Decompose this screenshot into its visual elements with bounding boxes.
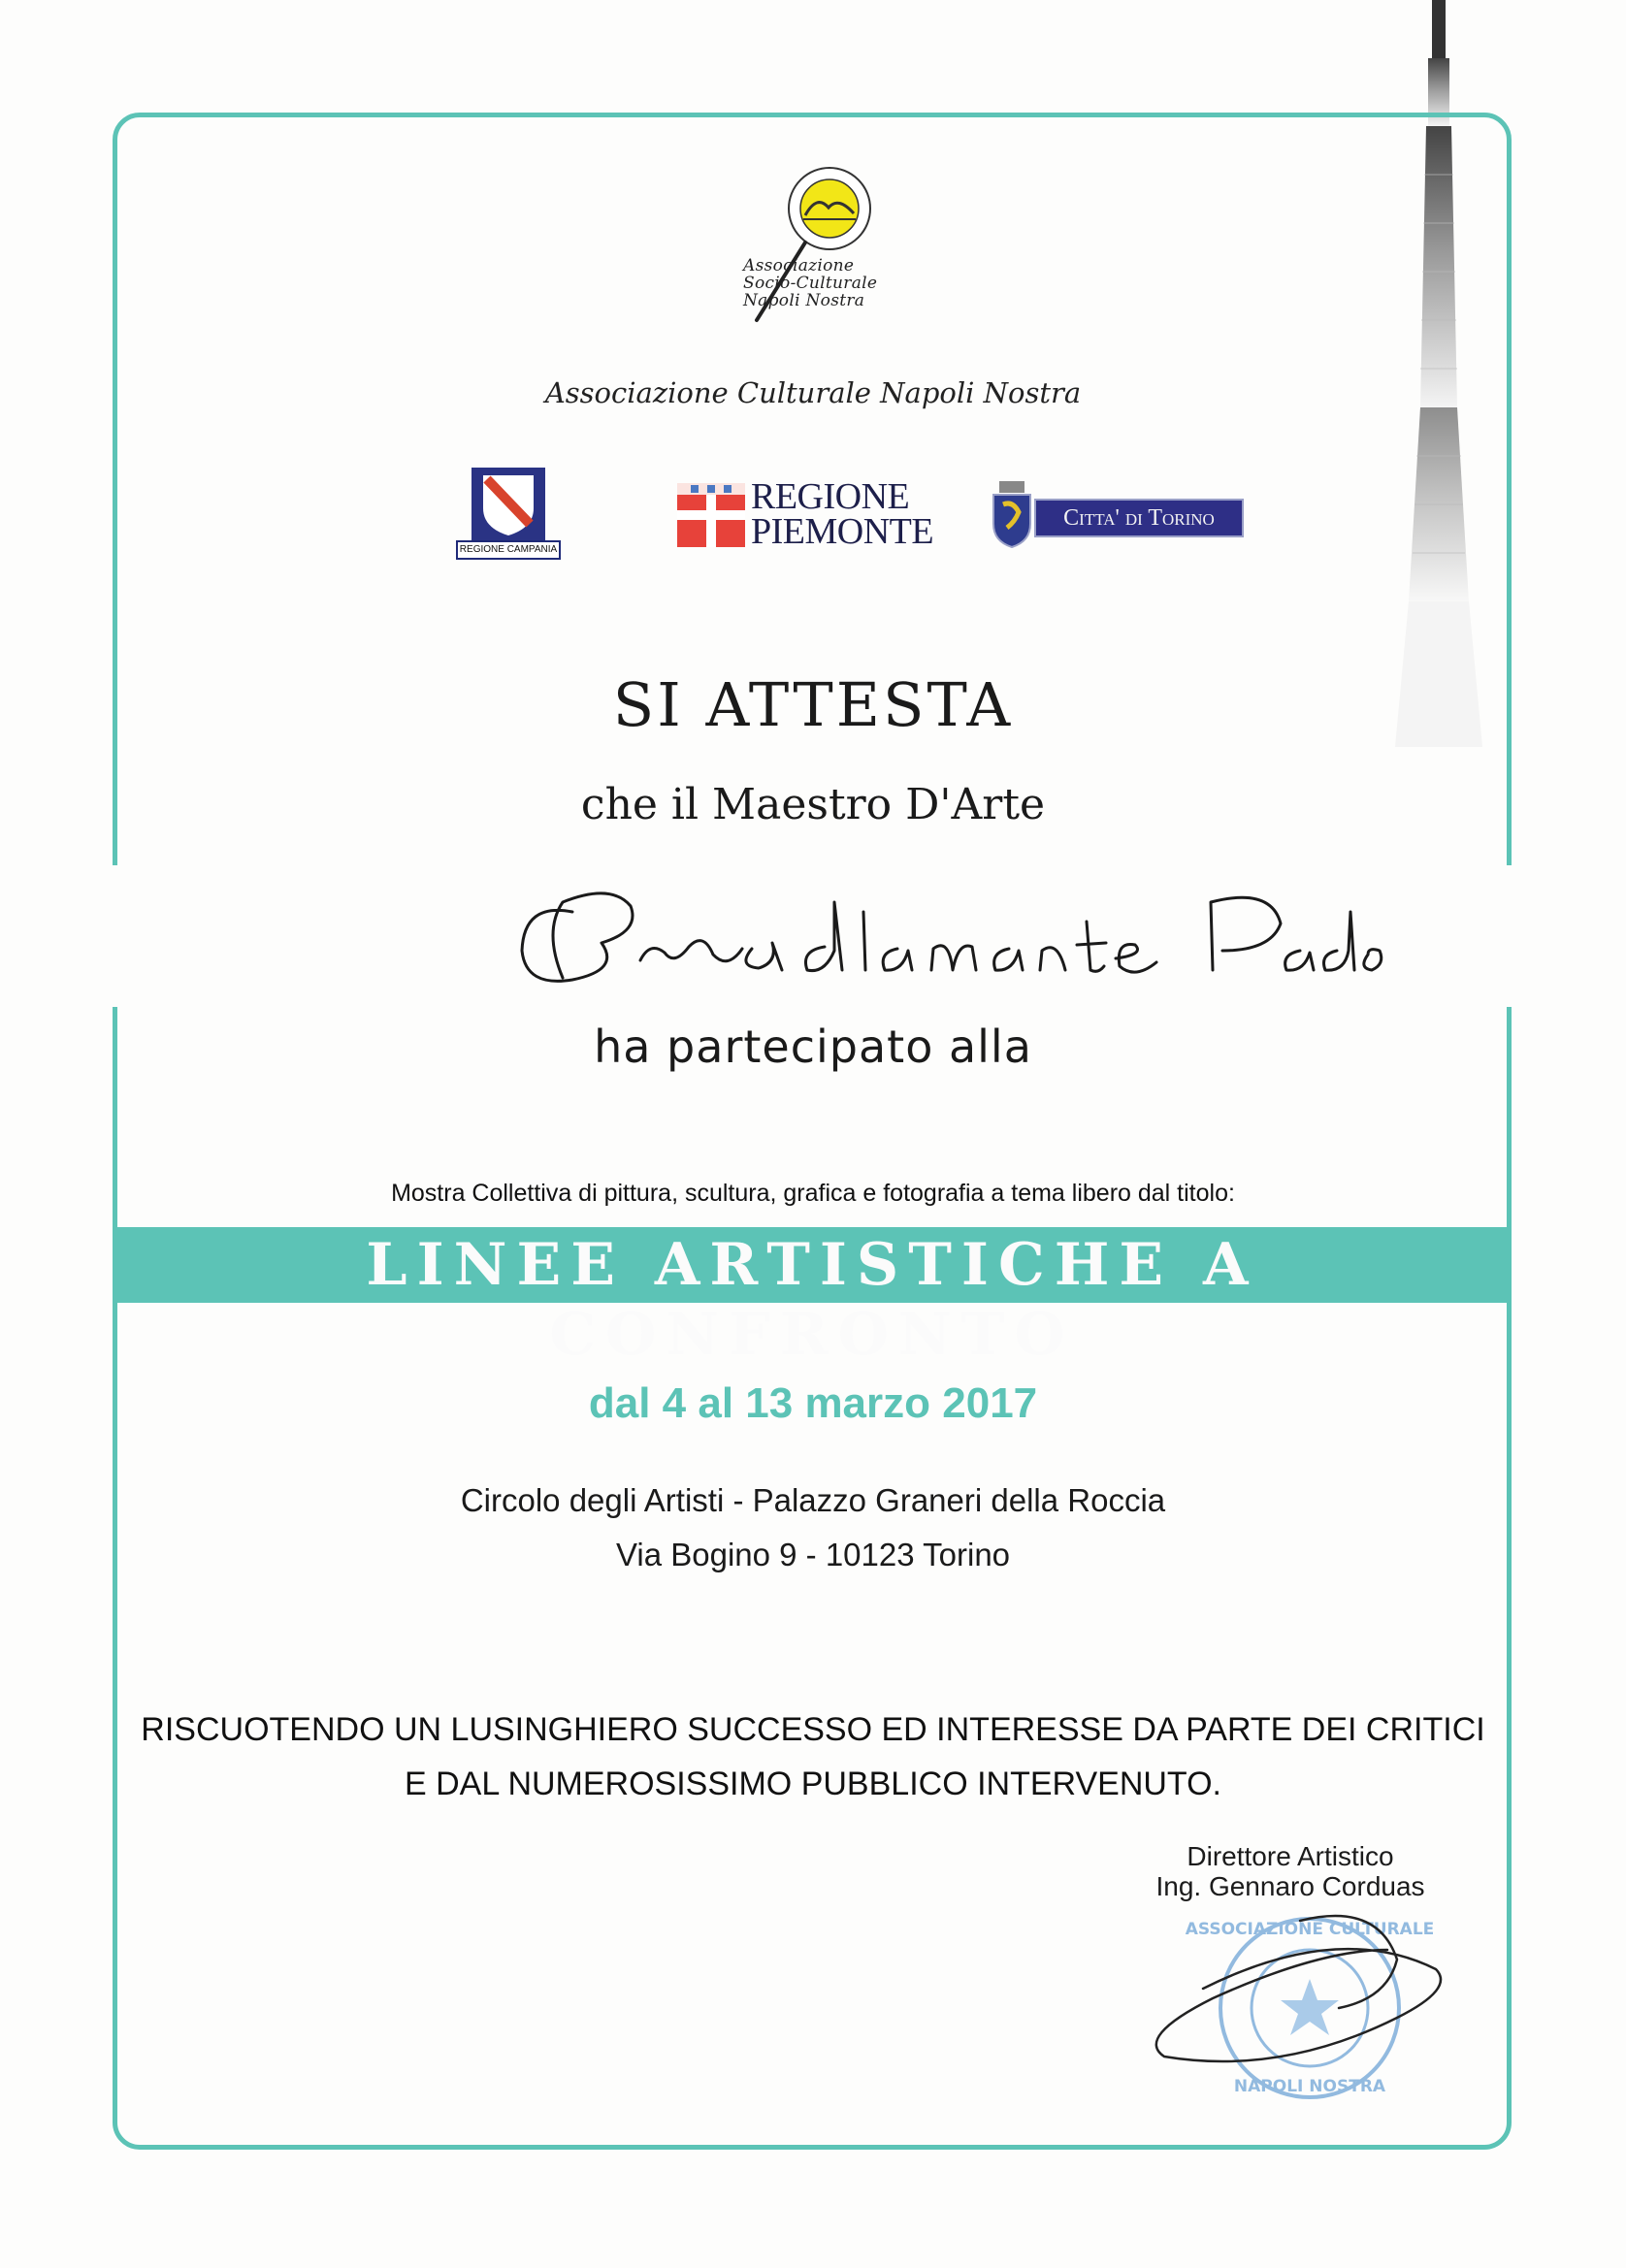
signatory-name: Ing. Gennaro Corduas: [1155, 1871, 1425, 1901]
closing-statement-line2: E DAL NUMEROSISSIMO PUBBLICO INTERVENUTO.: [405, 1766, 1221, 1802]
exhibition-dates: dal 4 al 13 marzo 2017: [588, 1379, 1038, 1427]
venue-address: Via Bogino 9 - 10123 Torino: [615, 1537, 1011, 1572]
venue-name: Circolo degli Artisti - Palazzo Graneri della Roccia: [460, 1482, 1166, 1518]
certificate-heading: SI ATTESTA: [612, 669, 1014, 740]
exhibition-description: Mostra Collettiva di pittura, scultura, grafica e fotografia a tema libero dal titolo:: [391, 1180, 1235, 1207]
citta-torino-crest: [990, 479, 1034, 549]
official-stamp-and-signature: [1145, 1892, 1475, 2115]
exhibition-title: LINEE ARTISTICHE A CONFRONTO: [366, 1231, 1258, 1369]
association-logo-text: Associazione Socio-Culturale Napoli Nostra: [743, 256, 878, 310]
participation-text: ha partecipato alla: [594, 1021, 1032, 1073]
regione-piemonte-text: REGIONE PIEMONTE: [751, 476, 934, 552]
signatory-role: Direttore Artistico: [1187, 1841, 1394, 1871]
citta-torino-text: Citta' di Torino: [1063, 505, 1215, 531]
association-title: Associazione Culturale Napoli Nostra: [544, 376, 1082, 409]
participant-name-handwritten: [504, 873, 1387, 1009]
svg-text:ASSOCIAZIONE CULTURALE: ASSOCIAZIONE CULTURALE: [1185, 1920, 1435, 1939]
regione-piemonte-logo: [677, 483, 745, 547]
svg-text:NAPOLI NOSTRA: NAPOLI NOSTRA: [1233, 2077, 1386, 2096]
regione-campania-label: REGIONE CAMPANIA: [456, 540, 561, 560]
certificate-intro: che il Maestro D'Arte: [580, 780, 1046, 829]
closing-statement-line1: RISCUOTENDO UN LUSINGHIERO SUCCESSO ED INTERESSE DA PARTE DEI CRITICI: [141, 1711, 1485, 1748]
regione-campania-logo: [470, 466, 547, 543]
